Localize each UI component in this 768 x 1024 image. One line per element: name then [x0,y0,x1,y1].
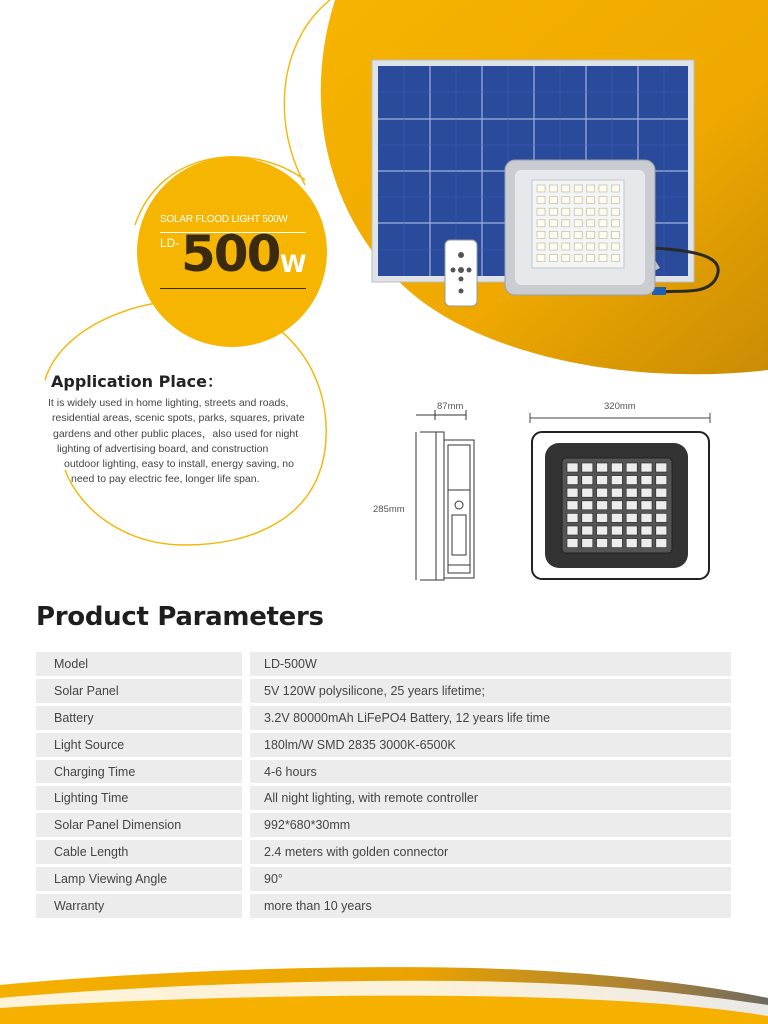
param-gap [242,840,250,864]
params-title: Product Parameters [36,602,324,632]
front-led-chip [656,463,667,472]
front-led-chip [582,488,593,497]
led-chip [611,255,619,262]
front-led-chip [582,539,593,548]
param-gap [242,679,250,703]
front-led-chip [626,488,637,497]
param-value: LD-500W [250,652,731,676]
param-row [36,760,731,784]
param-value: 992*680*30mm [250,813,731,837]
front-led-chip [597,488,608,497]
led-chip [537,197,545,204]
led-chip [549,185,557,192]
front-led-chip [582,513,593,522]
led-chip [611,243,619,250]
param-label: Solar Panel Dimension [36,813,242,837]
param-row [36,706,731,730]
front-led-chip [641,513,652,522]
led-chip [587,220,595,227]
led-chip [537,208,545,215]
led-chip [599,220,607,227]
front-led-chip [626,501,637,510]
param-label: Warranty [36,894,242,918]
led-chip [587,197,595,204]
led-chip [549,231,557,238]
led-chip [587,185,595,192]
front-led-chip [597,539,608,548]
led-chip [549,255,557,262]
front-led-chip [611,476,622,485]
front-led-chip [626,526,637,535]
param-gap [242,652,250,676]
application-title: Application Place： [51,372,223,391]
led-chip [611,197,619,204]
front-led-chip [641,526,652,535]
led-chip [599,231,607,238]
led-chip [537,231,545,238]
led-chip [574,197,582,204]
badge-rule-bottom [160,288,306,289]
led-grid [537,185,619,262]
param-value: 2.4 meters with golden connector [250,840,731,864]
led-chip [562,243,570,250]
front-led-chip [567,513,578,522]
led-chip [599,185,607,192]
front-led-chip [567,539,578,548]
param-gap [242,786,250,810]
front-led-chip [597,526,608,535]
param-row [36,813,731,837]
application-line: residential areas, scenic spots, parks, squares, private [52,412,305,425]
front-led-chip [626,513,637,522]
param-label: Light Source [36,733,242,757]
param-gap [242,867,250,891]
led-chip [549,243,557,250]
floodlight-image [505,160,660,295]
front-led-chip [656,513,667,522]
led-chip [587,208,595,215]
front-led-chip [641,488,652,497]
front-led-chip [567,488,578,497]
application-line: lighting of advertising board, and construction [57,442,269,455]
front-led-chip [626,463,637,472]
application-description [40,396,330,488]
param-gap [242,813,250,837]
param-label: Lamp Viewing Angle [36,867,242,891]
led-chip [611,208,619,215]
led-chip [599,208,607,215]
front-led-chip [567,526,578,535]
front-led-chip [611,501,622,510]
led-chip [574,243,582,250]
front-led-chip [597,476,608,485]
front-led-chip [611,526,622,535]
led-chip [574,231,582,238]
model-prefix: LD- [160,236,180,250]
product-subtitle: SOLAR FLOOD LIGHT 500W [160,214,288,225]
front-led-grid [567,463,667,548]
led-chip [599,197,607,204]
param-row [36,786,731,810]
front-led-chip [582,476,593,485]
param-label: Charging Time [36,760,242,784]
front-led-chip [611,463,622,472]
front-led-chip [597,463,608,472]
led-chip [549,197,557,204]
param-value: 90° [250,867,731,891]
param-label: Battery [36,706,242,730]
led-chip [562,185,570,192]
led-chip [537,255,545,262]
param-row [36,679,731,703]
front-led-chip [611,488,622,497]
param-value: more than 10 years [250,894,731,918]
front-led-chip [567,476,578,485]
param-row [36,733,731,757]
param-gap [242,760,250,784]
param-row [36,840,731,864]
led-chip [574,255,582,262]
front-led-chip [626,476,637,485]
front-led-chip [656,476,667,485]
front-led-chip [597,501,608,510]
led-chip [587,255,595,262]
application-line: gardens and other public places，also used for night [53,427,299,440]
led-chip [611,231,619,238]
led-chip [549,208,557,215]
params-table [36,649,731,921]
led-chip [599,243,607,250]
front-led-chip [582,463,593,472]
led-chip [574,208,582,215]
front-led-chip [567,463,578,472]
led-chip [574,220,582,227]
param-gap [242,733,250,757]
param-label: Cable Length [36,840,242,864]
led-chip [562,220,570,227]
led-chip [537,243,545,250]
front-led-chip [567,501,578,510]
led-chip [562,255,570,262]
model-unit: W [280,250,307,278]
param-value: All night lighting, with remote controller [250,786,731,810]
led-chip [537,220,545,227]
remote-control-image [445,240,477,306]
led-chip [562,197,570,204]
front-led-chip [626,539,637,548]
led-chip [562,231,570,238]
front-led-chip [656,539,667,548]
front-led-chip [611,513,622,522]
application-line: It is widely used in home lighting, streets and roads, [48,397,289,409]
front-led-chip [641,463,652,472]
front-led-chip [582,501,593,510]
height-label: 285mm [373,504,405,515]
param-row [36,652,731,676]
front-led-chip [582,526,593,535]
param-value: 3.2V 80000mAh LiFePO4 Battery, 12 years life time [250,706,731,730]
depth-label: 87mm [437,401,464,412]
led-chip [587,231,595,238]
front-led-chip [641,501,652,510]
param-row [36,867,731,891]
front-led-chip [641,539,652,548]
front-led-chip [656,488,667,497]
param-label: Solar Panel [36,679,242,703]
param-label: Lighting Time [36,786,242,810]
param-gap [242,894,250,918]
led-chip [611,220,619,227]
param-label: Model [36,652,242,676]
param-value: 5V 120W polysilicone, 25 years lifetime; [250,679,731,703]
led-chip [587,243,595,250]
param-row [36,894,731,918]
application-line: need to pay electric fee, longer life span. [71,473,260,486]
front-led-chip [641,476,652,485]
led-chip [611,185,619,192]
led-chip [537,185,545,192]
model-number: 500 [181,225,280,283]
param-gap [242,706,250,730]
front-led-chip [656,526,667,535]
width-label: 320mm [604,401,636,412]
led-chip [599,255,607,262]
led-chip [574,185,582,192]
front-led-chip [611,539,622,548]
param-value: 180lm/W SMD 2835 3000K-6500K [250,733,731,757]
front-led-chip [656,501,667,510]
side-view-drawing [416,410,474,580]
param-value: 4-6 hours [250,760,731,784]
led-chip [562,208,570,215]
application-line: outdoor lighting, easy to install, energy saving, no [64,458,294,471]
front-led-chip [597,513,608,522]
led-chip [549,220,557,227]
